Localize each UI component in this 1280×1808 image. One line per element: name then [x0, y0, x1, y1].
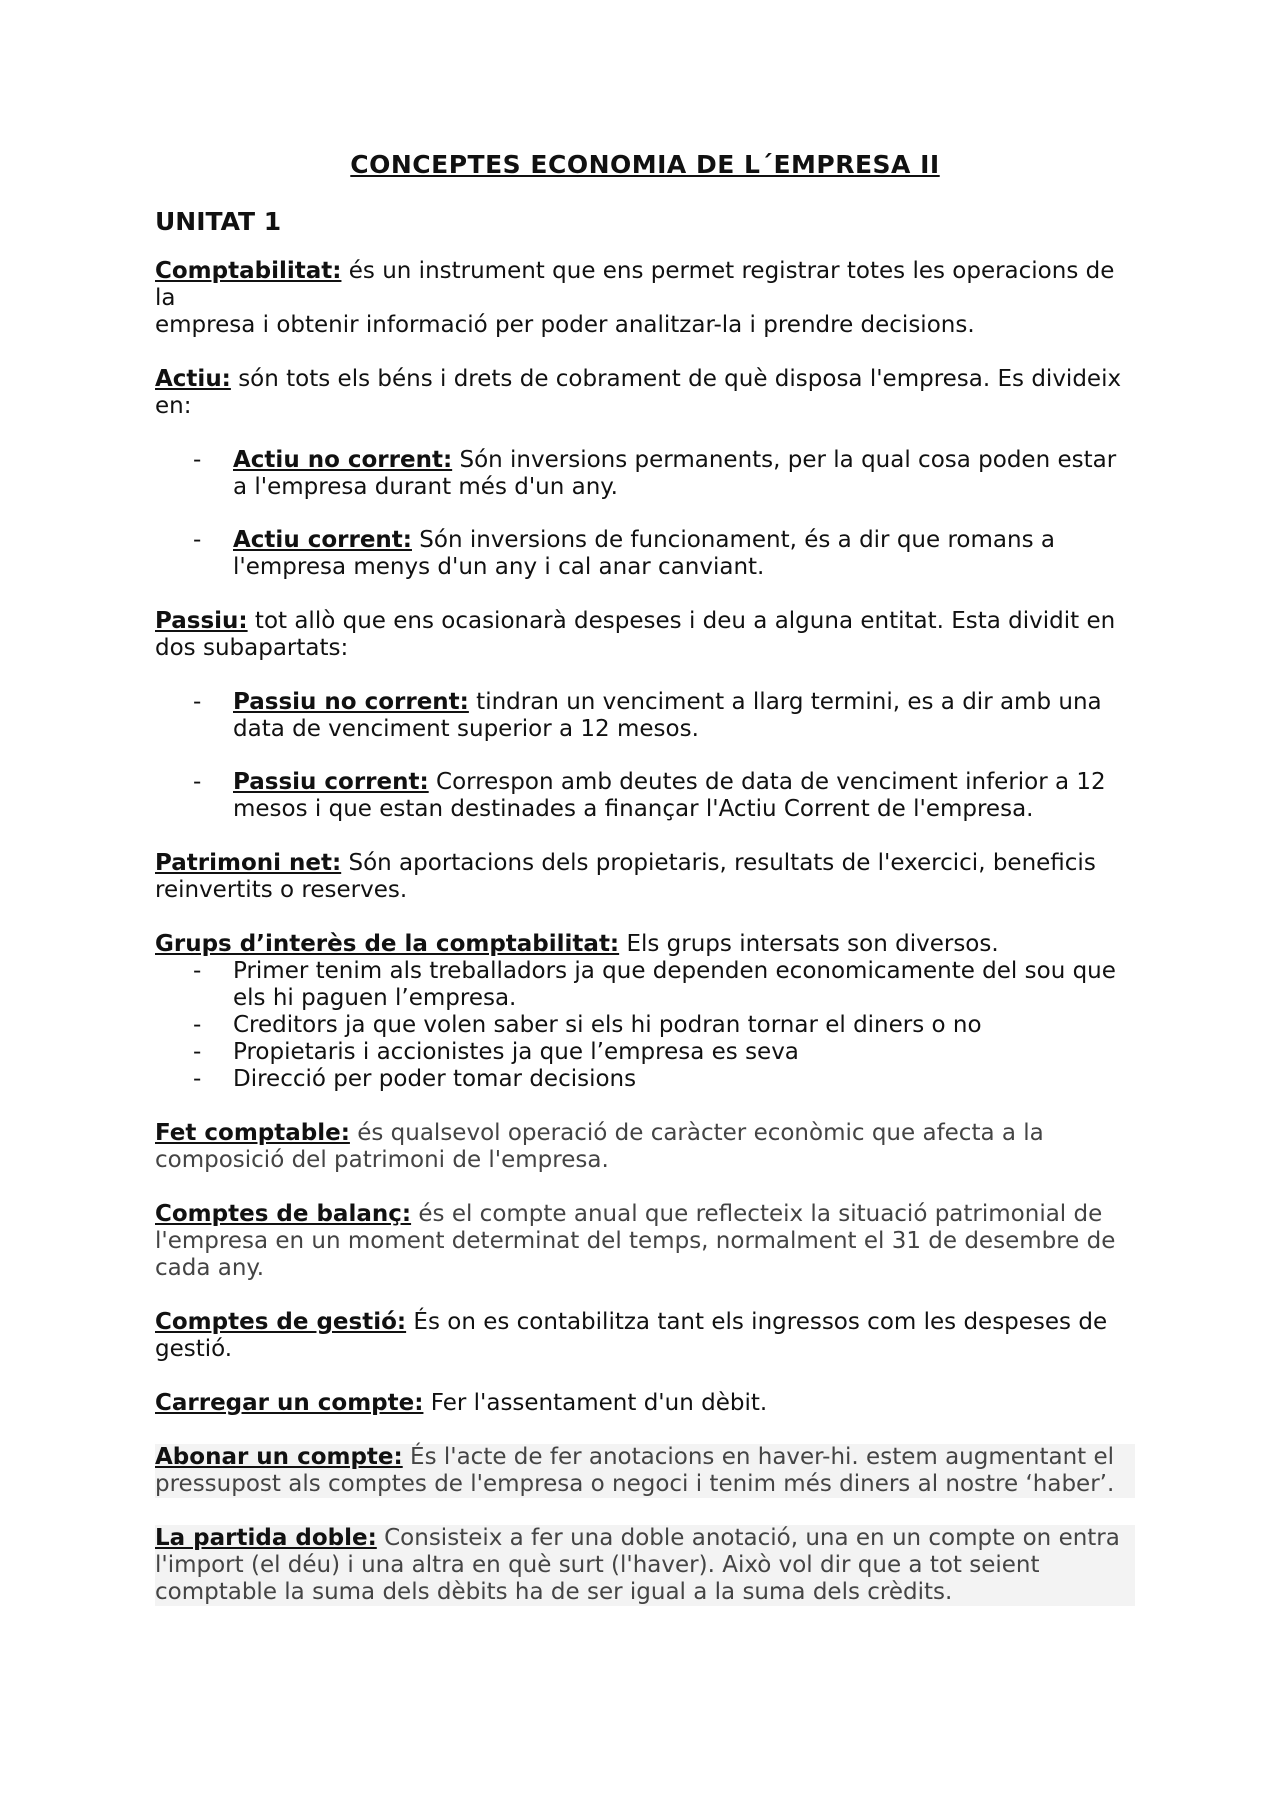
definition-fet-comptable	[155, 1120, 1135, 1174]
actiu-list	[155, 447, 1135, 581]
item-text: Són inversions de funcionament, és a dir que romans a l'empresa menys d'un any i cal anar canviant.	[233, 527, 1055, 580]
term-passiu: Passiu:	[155, 608, 248, 634]
definition-text: és qualsevol operació de caràcter econòmic que afecta a la composició del patrimoni de l'empresa.	[155, 1120, 1044, 1173]
definition-text: Són aportacions dels propietaris, resultats de l'exercici, beneficis reinvertits o reserves.	[155, 850, 1096, 903]
term-abonar-compte: Abonar un compte:	[155, 1444, 403, 1470]
term-fet-comptable: Fet comptable:	[155, 1120, 350, 1146]
definition-comptes-gestio	[155, 1309, 1135, 1363]
list-item	[155, 689, 1135, 743]
definition-grups-interes	[155, 931, 1135, 958]
definition-carregar-compte	[155, 1390, 1135, 1417]
definition-passiu	[155, 608, 1135, 662]
list-item: - Primer tenim als treballadors ja que dependen economicamente del sou que els hi paguen l’empresa.	[155, 958, 1135, 1012]
list-item: - Direcció per poder tomar decisions	[155, 1066, 1135, 1093]
list-item: - Propietaris i accionistes ja que l’empresa es seva	[155, 1039, 1135, 1066]
definition-actiu	[155, 366, 1135, 420]
definition-text: És l'acte de fer anotacions en haver-hi. estem augmentant el pressupost als comptes de l'empresa o negoci i tenim més diners al nostre ‘haber’.	[155, 1444, 1115, 1497]
grups-list	[155, 958, 1135, 1093]
list-item	[155, 527, 1135, 581]
definition-text: tot allò que ens ocasionarà despeses i deu a alguna entitat. Esta dividit en dos subapartats:	[155, 608, 1116, 661]
term-comptes-gestio: Comptes de gestió:	[155, 1309, 407, 1335]
term-comptes-balanc: Comptes de balanç:	[155, 1201, 412, 1227]
definition-abonar-compte	[155, 1444, 1135, 1498]
definition-text: Fer l'assentament d'un dèbit.	[423, 1390, 768, 1416]
definition-partida-doble	[155, 1525, 1135, 1606]
list-item: - Creditors ja que volen saber si els hi podran tornar el diners o no	[155, 1012, 1135, 1039]
list-item	[155, 447, 1135, 501]
definition-text: És on es contabilitza tant els ingressos com les despeses de gestió.	[155, 1309, 1108, 1362]
term-grups-interes: Grups d’interès de la comptabilitat:	[155, 931, 620, 957]
term-actiu: Actiu:	[155, 366, 231, 392]
item-text: Correspon amb deutes de data de venciment inferior a 12 mesos i que estan destinades a finançar l'Actiu Corrent de l'empresa.	[233, 769, 1106, 822]
definition-text: és un instrument que ens permet registrar totes les operacions de la	[155, 258, 1115, 311]
passiu-list	[155, 689, 1135, 823]
document-page	[155, 150, 1135, 1633]
term-carregar-compte: Carregar un compte:	[155, 1390, 424, 1416]
list-item	[155, 769, 1135, 823]
definition-text: empresa i obtenir informació per poder analitzar-la i prendre decisions.	[155, 312, 975, 338]
term-partida-doble: La partida doble:	[155, 1525, 377, 1551]
definition-comptabilitat	[155, 258, 1135, 339]
term-actiu-no-corrent: Actiu no corrent:	[233, 447, 453, 473]
definition-patrimoni-net	[155, 850, 1135, 904]
item-text: tindran un venciment a llarg termini, es a dir amb una data de venciment superior a 12 mesos.	[233, 689, 1102, 742]
term-passiu-corrent: Passiu corrent:	[233, 769, 429, 795]
definition-text: és el compte anual que reflecteix la situació patrimonial de l'empresa en un moment determinat del temps, normalment el 31 de desembre de cada any.	[155, 1201, 1116, 1281]
item-text: Són inversions permanents, per la qual cosa poden estar a l'empresa durant més d'un any.	[233, 447, 1117, 500]
definition-comptes-balanc	[155, 1201, 1135, 1282]
definition-text: Els grups intersats son diversos.	[619, 931, 999, 957]
unit-heading: UNITAT 1	[155, 207, 282, 236]
term-comptabilitat: Comptabilitat:	[155, 258, 342, 284]
definition-text: són tots els béns i drets de cobrament de què disposa l'empresa. Es divideix en:	[155, 366, 1122, 419]
term-passiu-no-corrent: Passiu no corrent:	[233, 689, 469, 715]
document-title: CONCEPTES ECONOMIA DE L´EMPRESA II	[350, 150, 940, 179]
definition-text: Consisteix a fer una doble anotació, una en un compte on entra l'import (el déu) i una altra en què surt (l'haver). Això vol dir que a tot seient comptable la suma dels dèbits ha de ser igual a la suma dels crèdits.	[155, 1525, 1120, 1605]
term-patrimoni-net: Patrimoni net:	[155, 850, 342, 876]
term-actiu-corrent: Actiu corrent:	[233, 527, 412, 553]
